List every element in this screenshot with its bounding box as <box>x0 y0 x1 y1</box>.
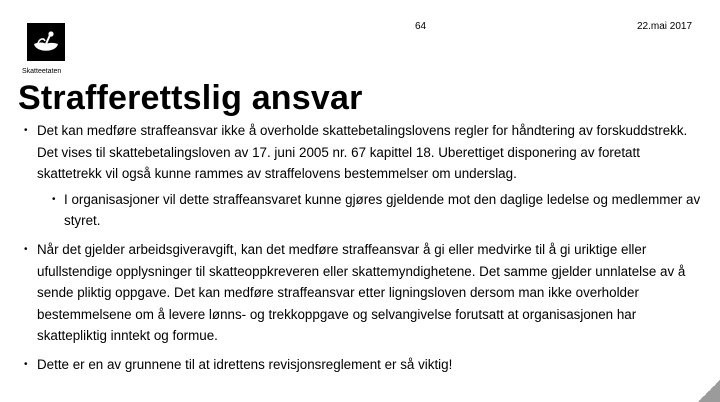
sub-bullet-list <box>64 189 705 232</box>
bullet-text: Når det gjelder arbeidsgiveravgift, kan det medføre straffeansvar å gi eller medvirke til å gi uriktige eller ufullstendige opplysninger til skatteoppkreveren eller skattemyndighetene. Det samme gjelder unnlatelse av å sende pliktig oppgave. Det kan medføre straffeansvar etter ligningsloven dersom man ikke overholder bestemmelsene om å levere lønns- og trekkoppgave og selvangivelse forutsatt at organisasjonen har skattepliktig inntekt og formue. <box>37 241 686 344</box>
page-number: 64 <box>415 21 427 32</box>
bullet-list <box>37 120 705 376</box>
bullet-item <box>37 120 705 232</box>
bullet-item <box>37 354 705 376</box>
skatteetaten-logo-icon <box>27 23 65 61</box>
sub-bullet-item <box>64 189 705 232</box>
slide-title: Strafferettslig ansvar <box>18 79 363 117</box>
sub-bullet-text: I organisasjoner vil dette straffeansvaret kunne gjøres gjeldende mot den daglige ledelse og medlemmer av styret. <box>64 191 701 229</box>
corner-decoration <box>698 380 720 402</box>
logo-label: Skatteetaten <box>22 68 62 75</box>
slide-date: 22.mai 2017 <box>637 21 693 32</box>
bullet-text: Dette er en av grunnene til at idrettens revisjonsreglement er så viktig! <box>37 356 453 372</box>
bullet-text: Det kan medføre straffeansvar ikke å overholde skattebetalingslovens regler for håndtering av forskuddstrekk. Det vises til skattebetalingsloven av 17. juni 2005 nr. 67 kapittel 18. Uberettiget disponering av foretatt skattetrekk vil også kunne rammes av straffelovens bestemmelser om underslag. <box>37 123 688 182</box>
bullet-item <box>37 239 705 347</box>
